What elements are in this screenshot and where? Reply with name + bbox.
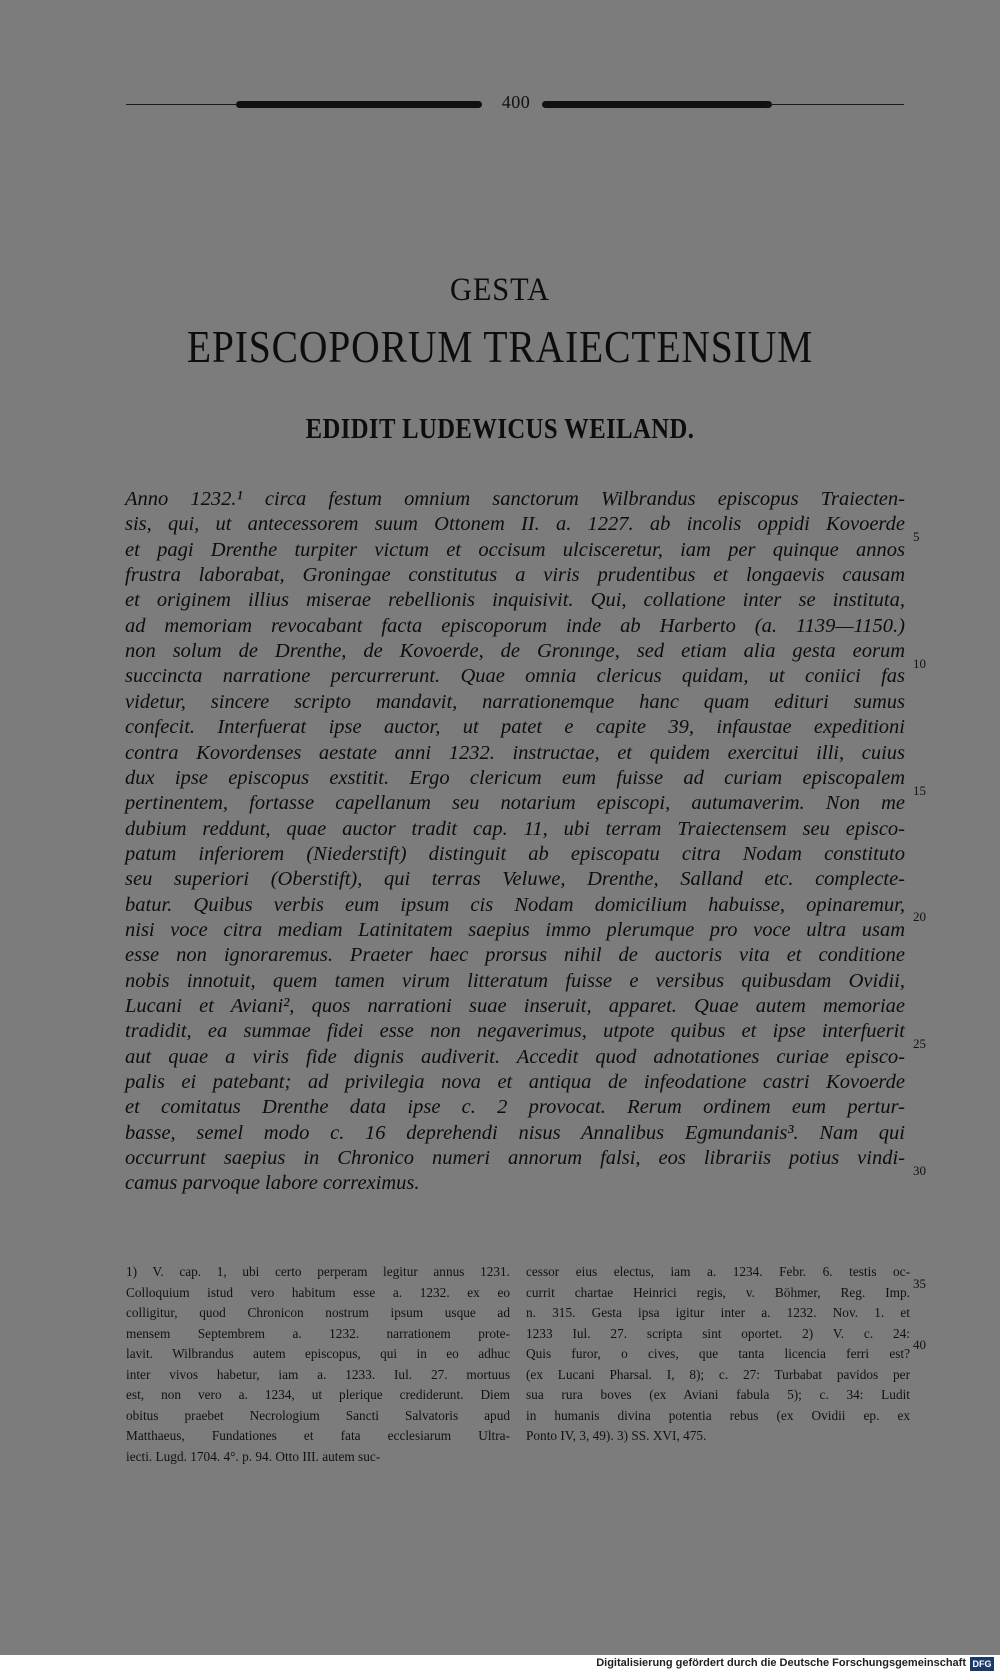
footnote-line: iecti. Lugd. 1704. 4°. p. 94. Otto III. autem suc- — [126, 1448, 381, 1464]
body-line: frustra laborabat, Groningae constitutus a viris prudentibus et longaevis causam — [125, 564, 905, 587]
footnote-line: (ex Lucani Pharsal. I, 8); c. 27: Turbabat pavidos per — [526, 1366, 910, 1382]
title-gesta: GESTA — [449, 272, 550, 308]
body-line: esse non ignoraremus. Praeter haec prorsus nihil de auctoris vita et conditione — [125, 944, 905, 967]
footer-bar — [0, 1655, 1000, 1674]
body-line: et pagi Drenthe turpiter victum et occisum ulcisceretur, iam per quinque annos — [125, 538, 905, 561]
footnote-line: Matthaeus, Fundationes et fata ecclesiarum Ultra- — [126, 1428, 510, 1443]
title-episcoporum: EPISCOPORUM TRAIECTENSIUM — [186, 321, 814, 372]
footnote-line: Colloquium istud vero habitum esse a. 1232. ex eo — [126, 1284, 510, 1300]
line-number: 25 — [913, 1036, 926, 1051]
body-line: seu superiori (Oberstift), qui terras Veluwe, Drenthe, Salland etc. complecte- — [125, 868, 905, 891]
page-number: 400 — [501, 92, 531, 112]
line-number: 10 — [913, 656, 926, 671]
footnotes — [126, 1262, 908, 1474]
footnote-line: mensem Septembrem a. 1232. narrationem prote- — [126, 1325, 510, 1341]
body-line: palis ei patebant; ad privilegia nova et antiqua de infeodatione castri Kovoerde — [125, 1071, 905, 1094]
body-line: et comitatus Drenthe data ipse c. 2 provocat. Rerum ordinem eum pertur- — [125, 1096, 905, 1119]
footnote-line: 1) V. cap. 1, ubi certo perperam legitur annus 1231. — [126, 1264, 510, 1279]
body-line: patum inferiorem (Niederstift) distinguit ab episcopatu citra Nodam constituto — [125, 842, 905, 865]
body-line: sis, qui, ut antecessorem suum Ottonem II. a. 1227. ab incolis oppidi Kovoerde — [125, 513, 905, 536]
line-number: 15 — [913, 783, 926, 798]
footnote-line: n. 315. Gesta ipsa igitur inter a. 1232. Nov. 1. et — [526, 1305, 910, 1320]
body-line: batur. Quibus verbis eum ipsum cis Nodam domicilium habuisse, opinaremur, — [125, 893, 905, 916]
dfg-logo: DFG — [970, 1657, 994, 1671]
body-line: camus parvoque labore correximus. — [125, 1172, 420, 1195]
line-number: 40 — [913, 1337, 926, 1352]
body-line: Anno 1232.¹ circa festum omnium sanctorum Wilbrandus episcopus Traiecten- — [125, 488, 905, 510]
body-line: confecit. Interfuerat ipse auctor, ut patet e capite 39, infaustae expeditioni — [125, 716, 905, 739]
rule-thick-right — [542, 101, 772, 108]
footnote-line: inter vivos habetur, iam a. 1233. Iul. 27. mortuus — [126, 1366, 510, 1382]
body-line: pertinentem, fortasse capellanum seu notarium episcopi, autumaverim. Non me — [125, 792, 905, 815]
body-line: dux ipse episcopus exstitit. Ergo clericum eum fuisse ad curiam episcopalem — [125, 766, 905, 789]
footnote-line: cessor eius electus, iam a. 1234. Febr. 6. testis oc- — [526, 1264, 910, 1279]
footnotes-left-column — [126, 1262, 510, 1467]
footnote-line: lavit. Wilbrandus autem episcopus, qui in eo adhuc — [126, 1346, 510, 1361]
body-line: contra Kovordenses aestate anni 1232. instructae, et quidem exercitui illi, cuius — [125, 741, 905, 764]
footnote-line: obitus praebet Necrologium Sancti Salvatoris apud — [126, 1407, 510, 1423]
footnote-line: sua rura boves (ex Aviani fabula 5); c. 34: Ludit — [526, 1387, 910, 1402]
footnote-line: colligitur, quod Chronicon nostrum ipsum usque ad — [126, 1305, 510, 1320]
footnote-line: in humanis divina potentia rebus (ex Ovidii ep. ex — [526, 1407, 910, 1423]
body-line: occurrunt saepius in Chronico numeri annorum falsi, eos librariis potius vindi- — [125, 1147, 905, 1170]
footnote-line: est, non vero a. 1234, ut plerique crediderunt. Diem — [126, 1387, 510, 1402]
body-line: ad memoriam revocabant facta episcoporum inde ab Harberto (a. 1139—1150.) — [125, 614, 905, 637]
line-number: 5 — [913, 529, 920, 544]
line-number: 20 — [913, 909, 926, 924]
body-line: et originem illius miserae rebellionis inquisivit. Qui, collatione inter se instituta, — [125, 589, 905, 612]
body-line: Lucani et Aviani², quos narrationi suae inseruit, apparet. Quae autem memoriae — [125, 995, 905, 1017]
footnote-line: 1233 Iul. 27. scripta sint oportet. 2) V. c. 24: — [526, 1325, 910, 1341]
footnotes-right-column — [526, 1262, 910, 1447]
line-number: 35 — [913, 1276, 926, 1291]
line-number: 30 — [913, 1163, 926, 1178]
body-line: dubium reddunt, quae auctor tradit cap. 11, ubi terram Traiectensem seu episco- — [125, 817, 905, 840]
rule-thin-right — [766, 104, 904, 105]
rule-thin-left — [126, 104, 246, 105]
body-line: succincta narratione percurrerunt. Quae omnia clericus quidam, ut coniici fas — [125, 665, 905, 688]
body-line: tradidit, ea summae fidei esse non negaverimus, utpote quibus et ipse interfuerit — [125, 1020, 905, 1043]
body-line: aut quae a viris fide dignis audiverit. Accedit quod adnotationes curiae episco- — [125, 1045, 905, 1068]
footnote-line: Ponto IV, 3, 49). 3) SS. XVI, 475. — [526, 1428, 707, 1443]
footnote-line: Quis furor, o cives, que tanta licencia ferri est? — [526, 1346, 910, 1361]
funding-credit: Digitalisierung gefördert durch die Deutsche Forschungsgemeinschaft — [596, 1657, 966, 1669]
rule-thick-left — [236, 101, 482, 108]
body-line: nisi voce citra mediam Latinitatem saepius immo plerumque pro voce ultra usam — [125, 918, 905, 941]
body-line: nobis innotuit, quem tamen virum litteratum fuisse e versibus quibusdam Ovidii, — [125, 969, 905, 992]
body-line: basse, semel modo c. 16 deprehendi nisus Annalibus Egmundanis³. Nam qui — [125, 1121, 905, 1144]
body-line: non solum de Drenthe, de Kovoerde, de Gronınge, sed etiam alia gesta eorum — [125, 640, 905, 663]
editor-line: EDIDIT LUDEWICUS WEILAND. — [305, 414, 695, 445]
footnote-line: currit chartae Heinrici regis, v. Böhmer, Reg. Imp. — [526, 1284, 910, 1300]
body-line: videtur, sincere scripto mandavit, narrationemque hanc quam edituri sumus — [125, 690, 905, 713]
